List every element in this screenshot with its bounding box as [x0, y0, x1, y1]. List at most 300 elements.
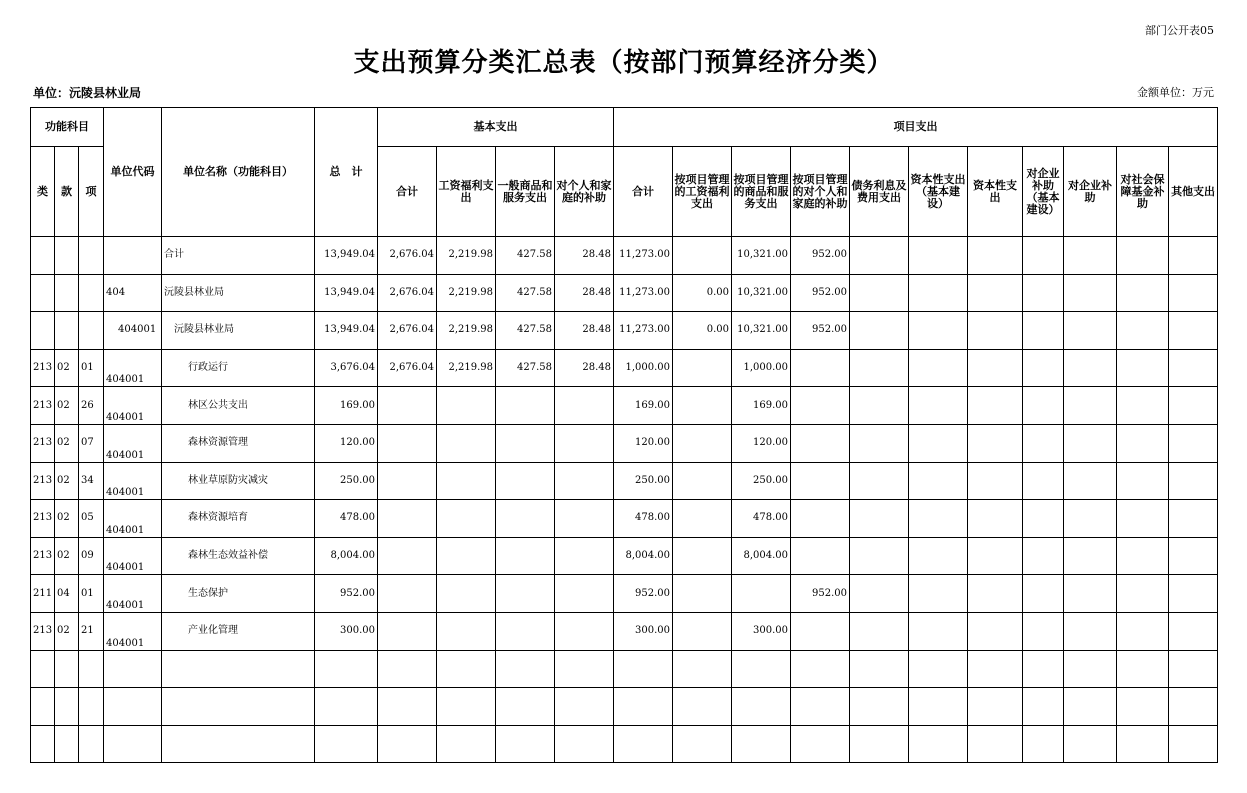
cell-amount: [1117, 349, 1169, 387]
cell-amount: 11,273.00: [614, 237, 673, 275]
cell-amount: [496, 575, 555, 613]
col-basic-total: 合计: [378, 147, 437, 237]
cell-amount: [1117, 312, 1169, 350]
cell-amount: [850, 424, 909, 462]
cell-amount: [315, 725, 378, 763]
cell-amount: [1169, 387, 1218, 425]
cell-amount: [378, 424, 437, 462]
cell-amount: [1169, 274, 1218, 312]
cell-amount: 952.00: [614, 575, 673, 613]
cell-amount: [1064, 500, 1117, 538]
cell-amount: [1023, 537, 1064, 575]
cell-xiang: 21: [79, 612, 104, 650]
cell-amount: 952.00: [791, 274, 850, 312]
cell-amount: [1023, 575, 1064, 613]
cell-amount: 952.00: [791, 237, 850, 275]
cell-amount: [909, 312, 968, 350]
cell-amount: [1064, 725, 1117, 763]
cell-kuan: [55, 650, 79, 688]
cell-kuan: [55, 688, 79, 726]
cell-amount: 952.00: [315, 575, 378, 613]
cell-amount: [1169, 688, 1218, 726]
cell-kuan: 02: [55, 387, 79, 425]
col-project-debt: 债务利息及费用支出: [850, 147, 909, 237]
cell-amount: [1064, 575, 1117, 613]
cell-kuan: 02: [55, 424, 79, 462]
table-row: [31, 274, 1218, 312]
cell-amount: [1023, 650, 1064, 688]
cell-amount: 120.00: [732, 424, 791, 462]
cell-amount: [673, 688, 732, 726]
cell-amount: [1064, 424, 1117, 462]
cell-amount: [1117, 537, 1169, 575]
cell-amount: [437, 575, 496, 613]
cell-amount: [1023, 387, 1064, 425]
cell-amount: [555, 650, 614, 688]
cell-amount: [909, 500, 968, 538]
cell-amount: 169.00: [315, 387, 378, 425]
cell-amount: [909, 462, 968, 500]
cell-amount: [791, 424, 850, 462]
col-group-function: 功能科目: [31, 108, 104, 147]
cell-amount: 952.00: [791, 312, 850, 350]
cell-kuan: 02: [55, 537, 79, 575]
cell-unit-name: 森林资源管理: [162, 424, 315, 462]
cell-amount: [437, 500, 496, 538]
cell-unit-name: 沅陵县林业局: [162, 274, 315, 312]
cell-amount: [378, 725, 437, 763]
cell-amount: [909, 237, 968, 275]
cell-amount: [673, 462, 732, 500]
cell-amount: 13,949.04: [315, 312, 378, 350]
cell-amount: [496, 612, 555, 650]
cell-lei: 213: [31, 612, 55, 650]
cell-amount: [732, 725, 791, 763]
col-project-capital: 资本性支出: [968, 147, 1023, 237]
cell-amount: 3,676.04: [315, 349, 378, 387]
cell-kuan: [55, 312, 79, 350]
cell-unit-name: 产业化管理: [162, 612, 315, 650]
cell-amount: [1117, 500, 1169, 538]
col-unit-code: 单位代码: [104, 108, 162, 237]
cell-lei: [31, 650, 55, 688]
cell-unit-code: 404001: [104, 349, 162, 387]
cell-xiang: [79, 237, 104, 275]
cell-amount: [673, 725, 732, 763]
cell-amount: [968, 387, 1023, 425]
cell-amount: [437, 725, 496, 763]
cell-amount: [437, 612, 496, 650]
cell-lei: [31, 688, 55, 726]
cell-amount: [909, 349, 968, 387]
cell-unit-name: 森林生态效益补偿: [162, 537, 315, 575]
cell-amount: 2,219.98: [437, 274, 496, 312]
col-project-enterprise-construction: 对企业补助（基本建设）: [1023, 147, 1064, 237]
cell-amount: [850, 725, 909, 763]
cell-amount: 427.58: [496, 349, 555, 387]
table-row: [31, 612, 1218, 650]
cell-xiang: [79, 274, 104, 312]
col-basic-goods: 一般商品和服务支出: [496, 147, 555, 237]
cell-amount: [1064, 650, 1117, 688]
cell-amount: 2,219.98: [437, 349, 496, 387]
table-row: [31, 688, 1218, 726]
cell-amount: [1023, 312, 1064, 350]
col-total: 总 计: [315, 108, 378, 237]
cell-amount: [315, 688, 378, 726]
cell-amount: [968, 462, 1023, 500]
cell-amount: [1023, 237, 1064, 275]
cell-amount: [1169, 575, 1218, 613]
cell-amount: [968, 575, 1023, 613]
cell-amount: [555, 725, 614, 763]
col-xiang: 项: [79, 147, 104, 237]
cell-amount: [909, 688, 968, 726]
cell-amount: [1064, 312, 1117, 350]
cell-amount: [1169, 725, 1218, 763]
cell-lei: 213: [31, 537, 55, 575]
cell-amount: [968, 650, 1023, 688]
page-title: 支出预算分类汇总表（按部门预算经济分类）: [353, 48, 894, 78]
cell-amount: [732, 575, 791, 613]
cell-unit-code: [104, 650, 162, 688]
cell-xiang: [79, 725, 104, 763]
cell-amount: [555, 612, 614, 650]
cell-amount: [791, 537, 850, 575]
cell-amount: [496, 650, 555, 688]
cell-unit-code: 404001: [104, 500, 162, 538]
cell-unit-name: 林区公共支出: [162, 387, 315, 425]
cell-amount: 2,219.98: [437, 312, 496, 350]
cell-amount: [909, 650, 968, 688]
cell-lei: [31, 312, 55, 350]
cell-unit-name: 林业草原防灾减灾: [162, 462, 315, 500]
cell-kuan: 02: [55, 612, 79, 650]
table-row: [31, 387, 1218, 425]
col-basic-subsidy: 对个人和家庭的补助: [555, 147, 614, 237]
cell-unit-code: 404001: [104, 387, 162, 425]
cell-amount: 250.00: [732, 462, 791, 500]
cell-amount: [791, 650, 850, 688]
cell-unit-name: 合计: [162, 237, 315, 275]
cell-amount: [909, 274, 968, 312]
cell-amount: [555, 462, 614, 500]
col-project-subsidy: 按项目管理的对个人和家庭的补助: [791, 147, 850, 237]
cell-amount: [437, 650, 496, 688]
cell-amount: [850, 274, 909, 312]
cell-xiang: 05: [79, 500, 104, 538]
cell-amount: [437, 688, 496, 726]
cell-amount: [1117, 274, 1169, 312]
table-row: [31, 312, 1218, 350]
cell-amount: [850, 612, 909, 650]
cell-amount: [496, 688, 555, 726]
cell-unit-code: [104, 237, 162, 275]
cell-amount: 0.00: [673, 312, 732, 350]
cell-amount: [850, 349, 909, 387]
cell-amount: [1064, 387, 1117, 425]
cell-lei: 213: [31, 500, 55, 538]
budget-table: [30, 107, 1218, 763]
cell-amount: [1117, 237, 1169, 275]
cell-amount: [1064, 349, 1117, 387]
cell-amount: 300.00: [614, 612, 673, 650]
cell-amount: [1169, 537, 1218, 575]
cell-amount: 28.48: [555, 274, 614, 312]
cell-amount: [850, 387, 909, 425]
cell-amount: 1,000.00: [732, 349, 791, 387]
cell-amount: 478.00: [732, 500, 791, 538]
cell-amount: 478.00: [614, 500, 673, 538]
cell-amount: 478.00: [315, 500, 378, 538]
cell-amount: [555, 387, 614, 425]
cell-amount: [1064, 462, 1117, 500]
cell-amount: [791, 387, 850, 425]
cell-amount: [437, 387, 496, 425]
cell-amount: [315, 650, 378, 688]
cell-amount: [1023, 349, 1064, 387]
cell-amount: [614, 650, 673, 688]
cell-amount: 28.48: [555, 312, 614, 350]
cell-amount: [614, 688, 673, 726]
cell-unit-code: [104, 688, 162, 726]
cell-kuan: 02: [55, 500, 79, 538]
cell-lei: 211: [31, 575, 55, 613]
cell-amount: [1023, 725, 1064, 763]
cell-unit-code: 404001: [104, 575, 162, 613]
cell-amount: 11,273.00: [614, 274, 673, 312]
cell-amount: 0.00: [673, 274, 732, 312]
cell-lei: 213: [31, 387, 55, 425]
cell-unit-code: 404001: [104, 612, 162, 650]
cell-amount: [378, 612, 437, 650]
cell-kuan: [55, 237, 79, 275]
col-project-social-security: 对社会保障基金补助: [1117, 147, 1169, 237]
cell-amount: [378, 387, 437, 425]
cell-xiang: 26: [79, 387, 104, 425]
table-row: [31, 349, 1218, 387]
cell-amount: [1064, 537, 1117, 575]
cell-amount: [791, 725, 850, 763]
table-body: [31, 237, 1218, 763]
cell-amount: [1023, 462, 1064, 500]
cell-amount: [909, 612, 968, 650]
cell-amount: [673, 237, 732, 275]
table-row: [31, 575, 1218, 613]
cell-amount: 8,004.00: [614, 537, 673, 575]
col-unit-name: 单位名称（功能科目）: [162, 108, 315, 237]
cell-amount: [850, 312, 909, 350]
cell-amount: [850, 575, 909, 613]
cell-amount: [555, 500, 614, 538]
cell-amount: 250.00: [315, 462, 378, 500]
cell-lei: 213: [31, 349, 55, 387]
cell-unit-code: 404001: [104, 312, 162, 350]
cell-unit-name: [162, 725, 315, 763]
cell-amount: 300.00: [315, 612, 378, 650]
table-row: [31, 650, 1218, 688]
cell-amount: [1117, 387, 1169, 425]
cell-amount: [968, 725, 1023, 763]
cell-amount: [673, 650, 732, 688]
cell-amount: [555, 424, 614, 462]
cell-amount: 169.00: [614, 387, 673, 425]
col-project-other: 其他支出: [1169, 147, 1218, 237]
cell-amount: [791, 462, 850, 500]
table-row: [31, 725, 1218, 763]
col-project-salary: 按项目管理的工资福利支出: [673, 147, 732, 237]
cell-amount: 10,321.00: [732, 274, 791, 312]
table-row: [31, 424, 1218, 462]
col-lei: 类: [31, 147, 55, 237]
cell-amount: [496, 725, 555, 763]
cell-amount: 13,949.04: [315, 237, 378, 275]
cell-unit-name: [162, 688, 315, 726]
col-project-capital-construction: 资本性支出（基本建设）: [909, 147, 968, 237]
cell-amount: [791, 349, 850, 387]
cell-amount: [378, 650, 437, 688]
cell-amount: [1023, 424, 1064, 462]
cell-amount: [909, 537, 968, 575]
table-row: [31, 500, 1218, 538]
cell-amount: [673, 537, 732, 575]
cell-amount: [555, 688, 614, 726]
cell-unit-name: 生态保护: [162, 575, 315, 613]
cell-amount: [496, 462, 555, 500]
cell-amount: [1117, 688, 1169, 726]
cell-amount: [968, 500, 1023, 538]
cell-amount: [909, 725, 968, 763]
cell-amount: [791, 688, 850, 726]
col-group-project: 项目支出: [614, 108, 1218, 147]
cell-amount: [555, 537, 614, 575]
cell-kuan: [55, 274, 79, 312]
amount-unit-label: 金额单位：万元: [1137, 86, 1214, 99]
cell-amount: [437, 537, 496, 575]
cell-amount: 427.58: [496, 274, 555, 312]
cell-unit-code: 404001: [104, 537, 162, 575]
cell-amount: [850, 237, 909, 275]
cell-unit-name: [162, 650, 315, 688]
cell-amount: [909, 424, 968, 462]
cell-amount: 427.58: [496, 237, 555, 275]
cell-amount: [968, 537, 1023, 575]
cell-amount: [850, 650, 909, 688]
cell-amount: 2,219.98: [437, 237, 496, 275]
cell-amount: [1117, 725, 1169, 763]
cell-xiang: [79, 312, 104, 350]
cell-amount: [1169, 349, 1218, 387]
cell-amount: 11,273.00: [614, 312, 673, 350]
cell-amount: [1064, 274, 1117, 312]
col-group-basic: 基本支出: [378, 108, 614, 147]
cell-amount: [968, 274, 1023, 312]
col-project-enterprise: 对企业补助: [1064, 147, 1117, 237]
cell-amount: [850, 688, 909, 726]
form-number: 部门公开表05: [1145, 24, 1214, 37]
cell-unit-code: 404001: [104, 424, 162, 462]
cell-amount: [1023, 274, 1064, 312]
cell-lei: [31, 274, 55, 312]
cell-amount: [1169, 612, 1218, 650]
cell-amount: 10,321.00: [732, 237, 791, 275]
cell-amount: 8,004.00: [732, 537, 791, 575]
cell-amount: [732, 650, 791, 688]
cell-amount: [968, 688, 1023, 726]
cell-amount: [1023, 688, 1064, 726]
cell-amount: 2,676.04: [378, 349, 437, 387]
cell-kuan: 02: [55, 349, 79, 387]
cell-lei: [31, 725, 55, 763]
cell-amount: [1169, 462, 1218, 500]
cell-amount: [968, 237, 1023, 275]
cell-unit-code: [104, 725, 162, 763]
cell-amount: [1117, 575, 1169, 613]
cell-amount: [673, 349, 732, 387]
cell-unit-name: 行政运行: [162, 349, 315, 387]
cell-amount: 120.00: [614, 424, 673, 462]
cell-amount: [378, 575, 437, 613]
cell-lei: 213: [31, 424, 55, 462]
cell-amount: [791, 500, 850, 538]
cell-amount: [1169, 500, 1218, 538]
cell-amount: 952.00: [791, 575, 850, 613]
cell-unit-name: 森林资源培育: [162, 500, 315, 538]
cell-amount: [378, 688, 437, 726]
cell-amount: 300.00: [732, 612, 791, 650]
cell-amount: [673, 424, 732, 462]
cell-amount: 427.58: [496, 312, 555, 350]
cell-amount: [496, 424, 555, 462]
table-row: [31, 462, 1218, 500]
cell-amount: [1117, 462, 1169, 500]
cell-amount: [968, 349, 1023, 387]
cell-amount: 10,321.00: [732, 312, 791, 350]
cell-xiang: 01: [79, 349, 104, 387]
cell-amount: [378, 537, 437, 575]
cell-unit-code: 404001: [104, 462, 162, 500]
cell-amount: 120.00: [315, 424, 378, 462]
cell-amount: [437, 424, 496, 462]
col-kuan: 款: [55, 147, 79, 237]
cell-amount: [673, 612, 732, 650]
cell-amount: [968, 612, 1023, 650]
header-row-1: [31, 108, 1218, 147]
cell-amount: [909, 387, 968, 425]
cell-xiang: 34: [79, 462, 104, 500]
cell-amount: [1169, 650, 1218, 688]
cell-amount: [1117, 650, 1169, 688]
cell-amount: [1169, 312, 1218, 350]
col-project-goods: 按项目管理的商品和服务支出: [732, 147, 791, 237]
cell-amount: [555, 575, 614, 613]
cell-kuan: 04: [55, 575, 79, 613]
cell-amount: 28.48: [555, 349, 614, 387]
cell-amount: [1064, 237, 1117, 275]
cell-amount: [378, 500, 437, 538]
cell-xiang: 07: [79, 424, 104, 462]
table-row: [31, 537, 1218, 575]
cell-amount: [378, 462, 437, 500]
cell-kuan: [55, 725, 79, 763]
cell-xiang: 01: [79, 575, 104, 613]
cell-amount: 169.00: [732, 387, 791, 425]
cell-amount: 2,676.04: [378, 237, 437, 275]
cell-xiang: 09: [79, 537, 104, 575]
cell-unit-code: 404: [104, 274, 162, 312]
cell-amount: 8,004.00: [315, 537, 378, 575]
cell-amount: [850, 537, 909, 575]
